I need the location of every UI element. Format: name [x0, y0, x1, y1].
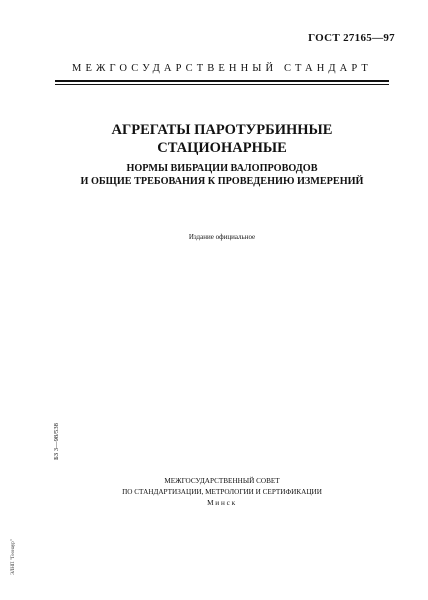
document-title — [40, 121, 404, 157]
edition-note: Издание официальное — [188, 233, 256, 241]
side-registration-note: БЗ 3—98/538 — [53, 423, 60, 460]
header-rule-thick — [55, 80, 389, 82]
title-line-1: АГРЕГАТЫ ПАРОТУРБИННЫЕ — [111, 122, 333, 138]
council-line-1: МЕЖГОСУДАРСТВЕННЫЙ СОВЕТ — [164, 477, 280, 485]
subtitle-line-2: И ОБЩИЕ ТРЕБОВАНИЯ К ПРОВЕДЕНИЮ ИЗМЕРЕНИЙ — [80, 176, 364, 187]
subtitle-line-1: НОРМЫ ВИБРАЦИИ ВАЛОПРОВОДОВ — [126, 163, 318, 174]
publisher-council — [40, 476, 404, 509]
title-line-2: СТАЦИОНАРНЫЕ — [157, 140, 287, 156]
publication-city: Минск — [207, 499, 237, 507]
council-line-2: ПО СТАНДАРТИЗАЦИИ, МЕТРОЛОГИИ И СЕРТИФИКАЦИИ — [122, 488, 322, 496]
document-subtitle — [40, 162, 404, 188]
side-stamp: ЭЛНП "Геонаур" — [11, 539, 16, 575]
header-rule-thin — [55, 84, 389, 85]
standard-type: МЕЖГОСУДАРСТВЕННЫЙ СТАНДАРТ — [72, 63, 372, 74]
document-code: ГОСТ 27165—97 — [308, 32, 395, 44]
